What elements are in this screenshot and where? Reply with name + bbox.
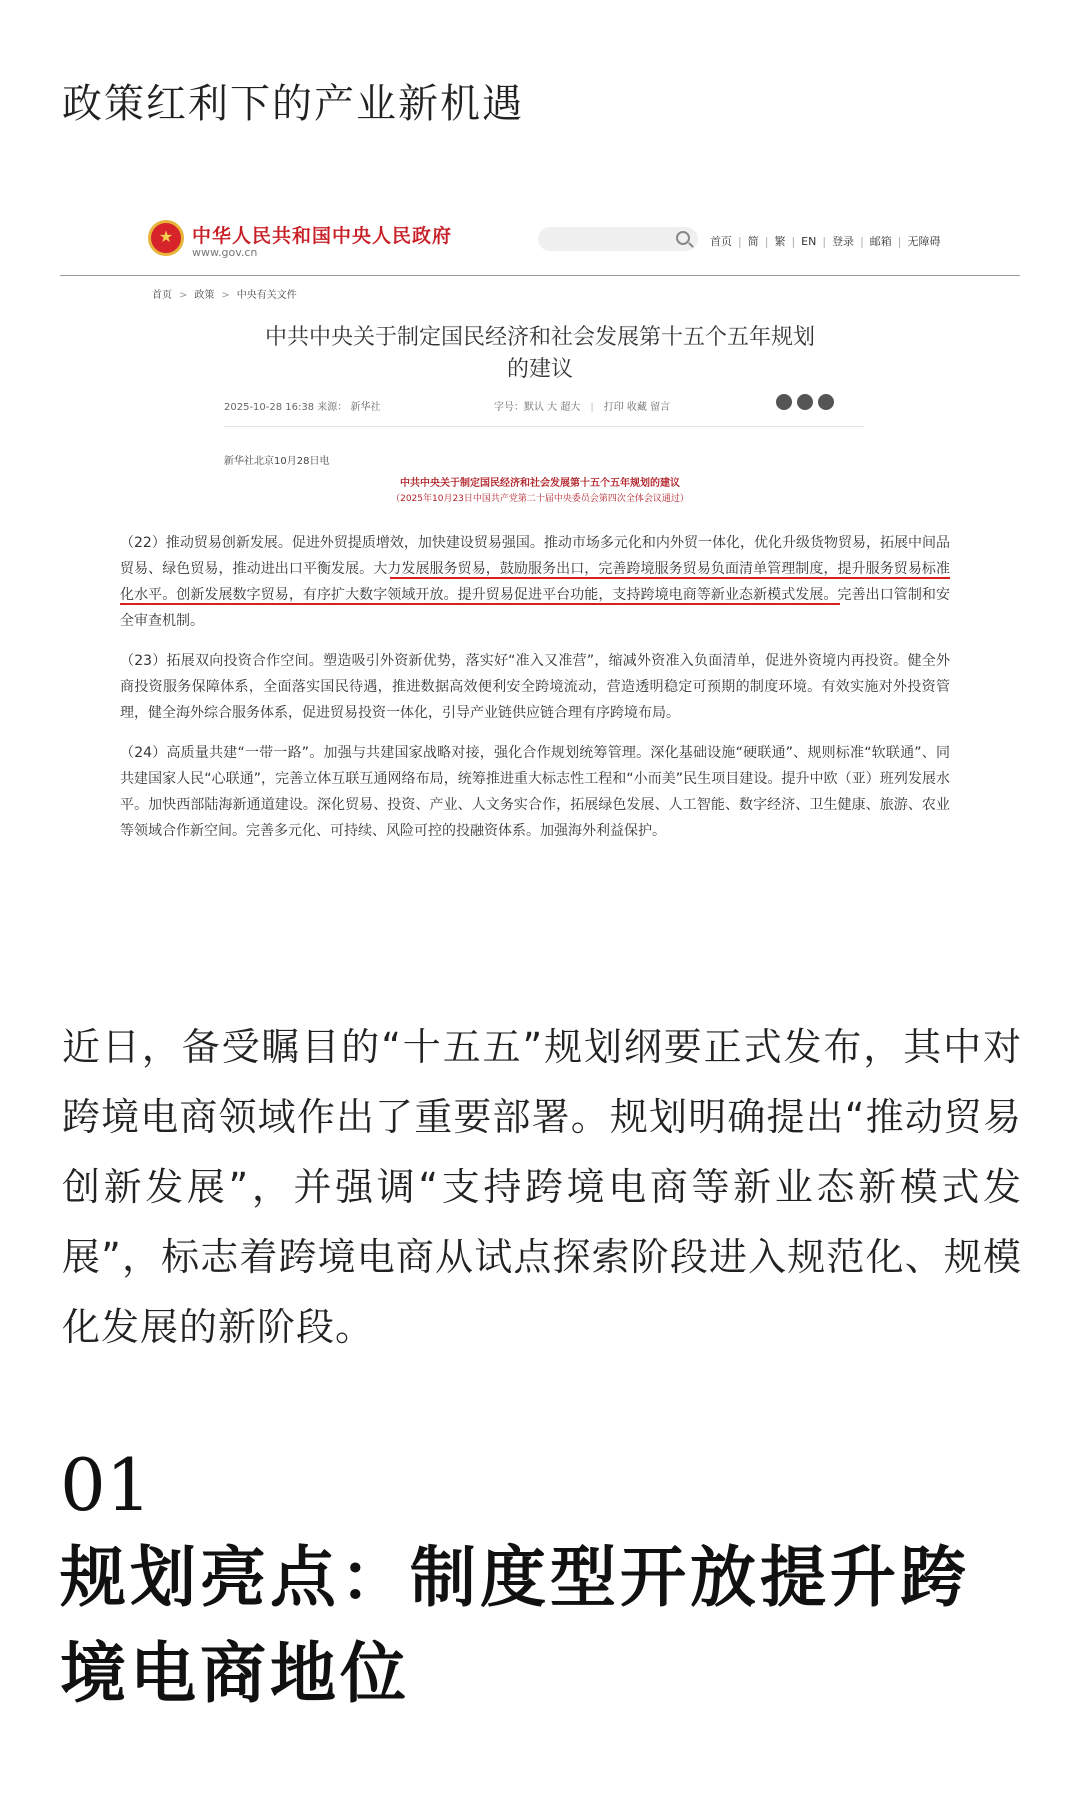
document-title xyxy=(60,322,1020,386)
meta-divider xyxy=(224,426,864,427)
meta-tools: 字号：默认 大 超大 | 打印 收藏 留言 xyxy=(494,402,671,413)
nav-login-link[interactable]: 登录 xyxy=(832,235,855,248)
print-button[interactable]: 打印 xyxy=(603,402,624,413)
nav-traditional-link[interactable]: 繁 xyxy=(774,235,786,248)
nav-simplified-link[interactable]: 简 xyxy=(747,235,759,248)
site-name[interactable]: 中华人民共和国中央人民政府 xyxy=(192,225,453,247)
wechat-share-icon[interactable] xyxy=(797,394,813,410)
meta-date-source: 2025-10-28 16:38 来源： 新华社 xyxy=(224,402,381,413)
share-icons xyxy=(776,394,839,413)
highlight-underline-2 xyxy=(120,603,840,605)
qq-share-icon[interactable] xyxy=(818,394,834,410)
section-title: 规划亮点：制度型开放提升跨境电商地位 xyxy=(60,1539,970,1712)
breadcrumb-central-docs[interactable]: 中央有关文件 xyxy=(236,290,297,301)
document-subnote: （2025年10月23日中国共产党第二十届中央委员会第四次全体会议通过） xyxy=(391,494,689,504)
paragraph-22: （22）推动贸易创新发展。促进外贸提质增效，加快建设贸易强国。推动市场多元化和内外贸一体化，优化升级货物贸易，拓展中间品贸易、绿色贸易，推动进出口平衡发展。大力发展服务贸易，鼓励服务出口，完善跨境服务贸易负面清单管理制度，提升服务贸易标准化水平。创新发展数字贸易，有序扩大数字领域开放。提升贸易促进平台功能，支持跨境电商等新业态新模式发展。完善出口管制和安全审查机制。 xyxy=(120,535,950,629)
nav-english-link[interactable]: EN xyxy=(801,235,817,248)
article-body-paragraph: 近日，备受瞩目的“十五五”规划纲要正式发布，其中对跨境电商领域作出了重要部署。规划明确提出“推动贸易创新发展”，并强调“支持跨境电商等新业态新模式发展”，标志着跨境电商从试点探索阶段进入规范化、规模化发展的新阶段。 xyxy=(62,1025,1022,1349)
nav-home-link[interactable]: 首页 xyxy=(710,235,732,248)
section-number: 01 xyxy=(60,1443,152,1527)
dateline: 新华社北京10月28日电 xyxy=(224,456,330,467)
national-emblem-icon xyxy=(148,220,184,256)
search-input[interactable] xyxy=(538,227,698,251)
paragraph-24: （24）高质量共建“一带一路”。加强与共建国家战略对接，强化合作规划统筹管理。深化基础设施“硬联通”、规则标准“软联通”、同共建国家人民“心联通”，完善立体互联互通网络布局，统筹推进重大标志性工程和“小而美”民生项目建设。提升中欧（亚）班列发展水平。加快西部陆海新通道建设。深化贸易、投资、产业、人文务实合作，拓展绿色发展、人工智能、数字经济、卫生健康、旅游、农业等领域合作新空间。完善多元化、可持续、风险可控的投融资体系。加强海外利益保护。 xyxy=(120,745,950,839)
paragraph-23: （23）拓展双向投资合作空间。塑造吸引外资新优势，落实好“准入又准营”，缩减外资准入负面清单，促进外资境内再投资。健全外商投资服务保障体系，全面落实国民待遇，推进数据高效便利安全跨境流动，营造透明稳定可预期的制度环境。有效实施对外投资管理，健全海外综合服务体系，促进贸易投资一体化，引导产业链供应链合理有序跨境布局。 xyxy=(120,653,950,721)
document-title-line2: 的建议 xyxy=(506,357,573,382)
document-title-line1: 中共中央关于制定国民经济和社会发展第十五个五年规划 xyxy=(264,325,815,350)
search-icon[interactable] xyxy=(676,231,690,245)
nav-mail-link[interactable]: 邮箱 xyxy=(869,235,892,248)
breadcrumb: 首页 > 政策 > 中央有关文件 xyxy=(152,290,297,301)
breadcrumb-home[interactable]: 首页 xyxy=(152,290,172,301)
top-nav-links: 首页 | 简 | 繁 | EN | 登录 | 邮箱 | 无障碍 xyxy=(710,235,941,248)
gov-site-header xyxy=(60,200,1020,276)
nav-accessibility-link[interactable]: 无障碍 xyxy=(907,235,941,248)
post-title: 政策红利下的产业新机遇 xyxy=(62,81,524,127)
gov-webpage-screenshot xyxy=(60,200,1020,920)
breadcrumb-policy[interactable]: 政策 xyxy=(194,290,215,301)
comment-button[interactable]: 留言 xyxy=(650,402,671,413)
weibo-share-icon[interactable] xyxy=(776,394,792,410)
favorite-button[interactable]: 收藏 xyxy=(626,402,647,413)
document-subtitle: 中共中央关于制定国民经济和社会发展第十五个五年规划的建议 xyxy=(400,478,680,489)
highlight-underline-1 xyxy=(390,577,950,579)
article-meta xyxy=(224,394,864,416)
font-size-options[interactable]: 字号：默认 大 超大 xyxy=(494,402,581,413)
site-url: www.gov.cn xyxy=(192,246,258,259)
